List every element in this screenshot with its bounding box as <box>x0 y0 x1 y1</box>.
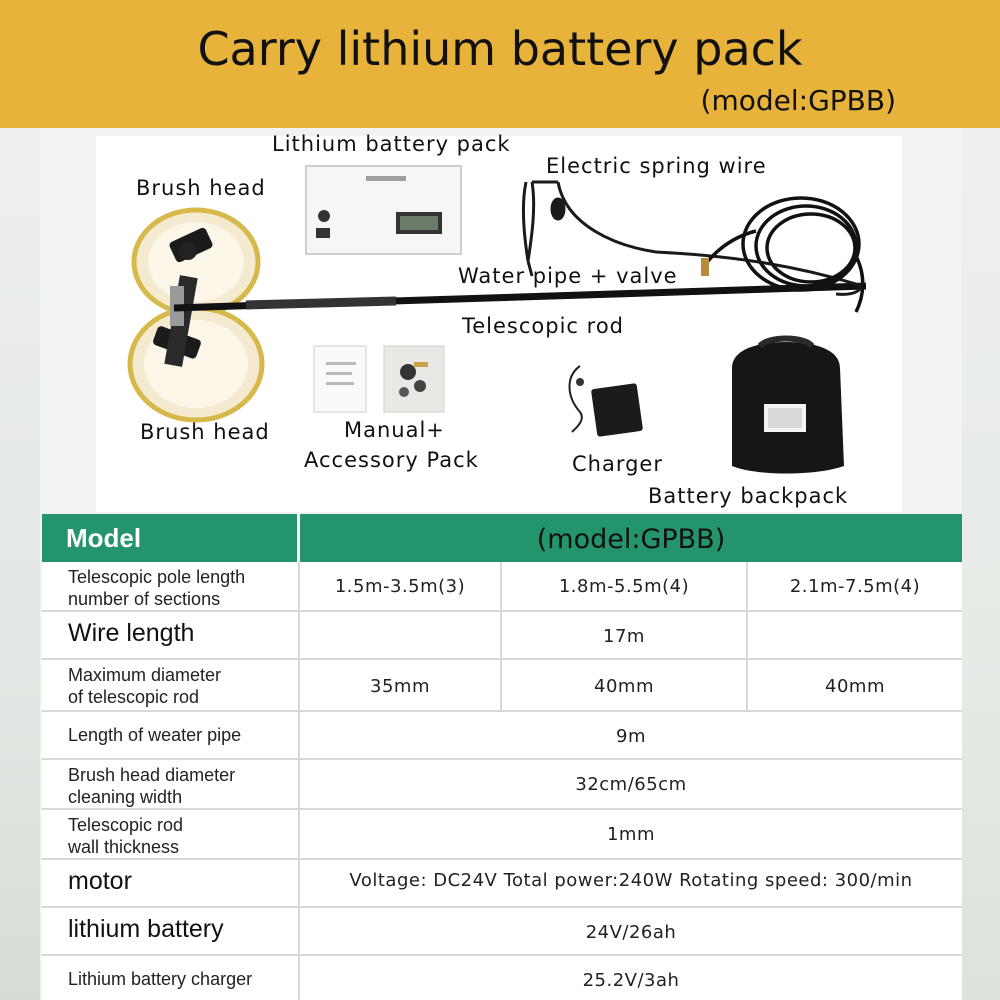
label-telescopic-rod: Telescopic rod <box>462 314 625 338</box>
row-value: 24V/26ah <box>585 922 677 943</box>
row-value: Voltage: DC24V Total power:240W Rotating speed: 300/min <box>349 870 913 891</box>
row-value: 17m <box>603 626 645 647</box>
table-row <box>42 612 962 660</box>
label-accessory-pack: Accessory Pack <box>304 448 479 472</box>
row-label: lithium battery <box>68 915 224 943</box>
row-label-line2: wall thickness <box>68 837 180 857</box>
row-value: 9m <box>616 726 646 747</box>
charger-image <box>570 366 644 437</box>
row-value: 1.5m-3.5m(3) <box>334 576 466 597</box>
row-value: 1mm <box>606 824 656 845</box>
row-value: 1.8m-5.5m(4) <box>558 576 690 597</box>
column-divider <box>746 562 748 662</box>
brush-head-bottom-image <box>130 308 262 420</box>
column-divider <box>500 662 502 710</box>
column-divider <box>298 562 300 1000</box>
battery-box-image <box>306 166 461 254</box>
column-divider <box>746 662 748 710</box>
row-value: 25.2V/3ah <box>582 970 680 991</box>
row-label: Wire length <box>68 619 195 647</box>
manual-image <box>314 346 366 412</box>
background-left-strip <box>0 128 40 1000</box>
column-divider <box>500 562 502 662</box>
row-label: Length of weater pipe <box>68 725 242 745</box>
table-header-row <box>42 514 962 562</box>
table-row <box>42 908 962 956</box>
row-label <box>68 566 245 610</box>
label-water-pipe-valve: Water pipe + valve <box>458 264 678 288</box>
row-value: 2.1m-7.5m(4) <box>789 576 921 597</box>
table-row <box>42 860 962 908</box>
row-label-line2: number of sections <box>68 589 221 609</box>
label-electric-spring-wire: Electric spring wire <box>546 154 767 178</box>
background-right-strip <box>962 128 1000 1000</box>
accessory-pack-image <box>384 346 444 412</box>
spec-table <box>42 514 962 1000</box>
table-row <box>42 562 962 612</box>
row-value: 35mm <box>370 676 430 697</box>
table-row <box>42 660 962 712</box>
row-label-line2: cleaning width <box>68 787 183 807</box>
label-brush-head-top: Brush head <box>136 176 266 200</box>
row-label <box>68 814 183 858</box>
row-value: 32cm/65cm <box>575 774 687 795</box>
label-manual: Manual+ <box>344 418 445 442</box>
brush-head-top-image <box>134 210 258 314</box>
row-value: 40mm <box>594 676 654 697</box>
model-subtitle: (model:GPBB) <box>700 84 896 117</box>
product-photo <box>96 132 902 512</box>
row-label: motor <box>68 867 132 895</box>
row-label <box>68 664 221 708</box>
table-row <box>42 956 962 1000</box>
row-label-line1: Maximum diameter <box>68 665 222 685</box>
label-brush-head-bottom: Brush head <box>140 420 270 444</box>
row-value: 40mm <box>825 676 885 697</box>
table-header-label: Model <box>66 523 142 553</box>
row-label-line1: Telescopic rod <box>68 815 184 835</box>
row-label-line2: of telescopic rod <box>68 687 200 707</box>
label-lithium-battery-pack: Lithium battery pack <box>272 132 511 156</box>
table-header-value: (model:GPBB) <box>536 524 726 555</box>
header-banner <box>0 0 1000 128</box>
row-label-line1: Brush head diameter <box>68 765 236 785</box>
label-battery-backpack: Battery backpack <box>648 484 849 508</box>
label-charger: Charger <box>572 452 663 476</box>
row-label: Lithium battery charger <box>68 969 253 989</box>
table-row <box>42 712 962 760</box>
backpack-image <box>732 339 844 474</box>
page-title: Carry lithium battery pack <box>197 22 803 76</box>
table-row <box>42 760 962 810</box>
row-label-line1: Telescopic pole length <box>68 567 246 587</box>
table-row <box>42 810 962 860</box>
row-label <box>68 764 235 808</box>
